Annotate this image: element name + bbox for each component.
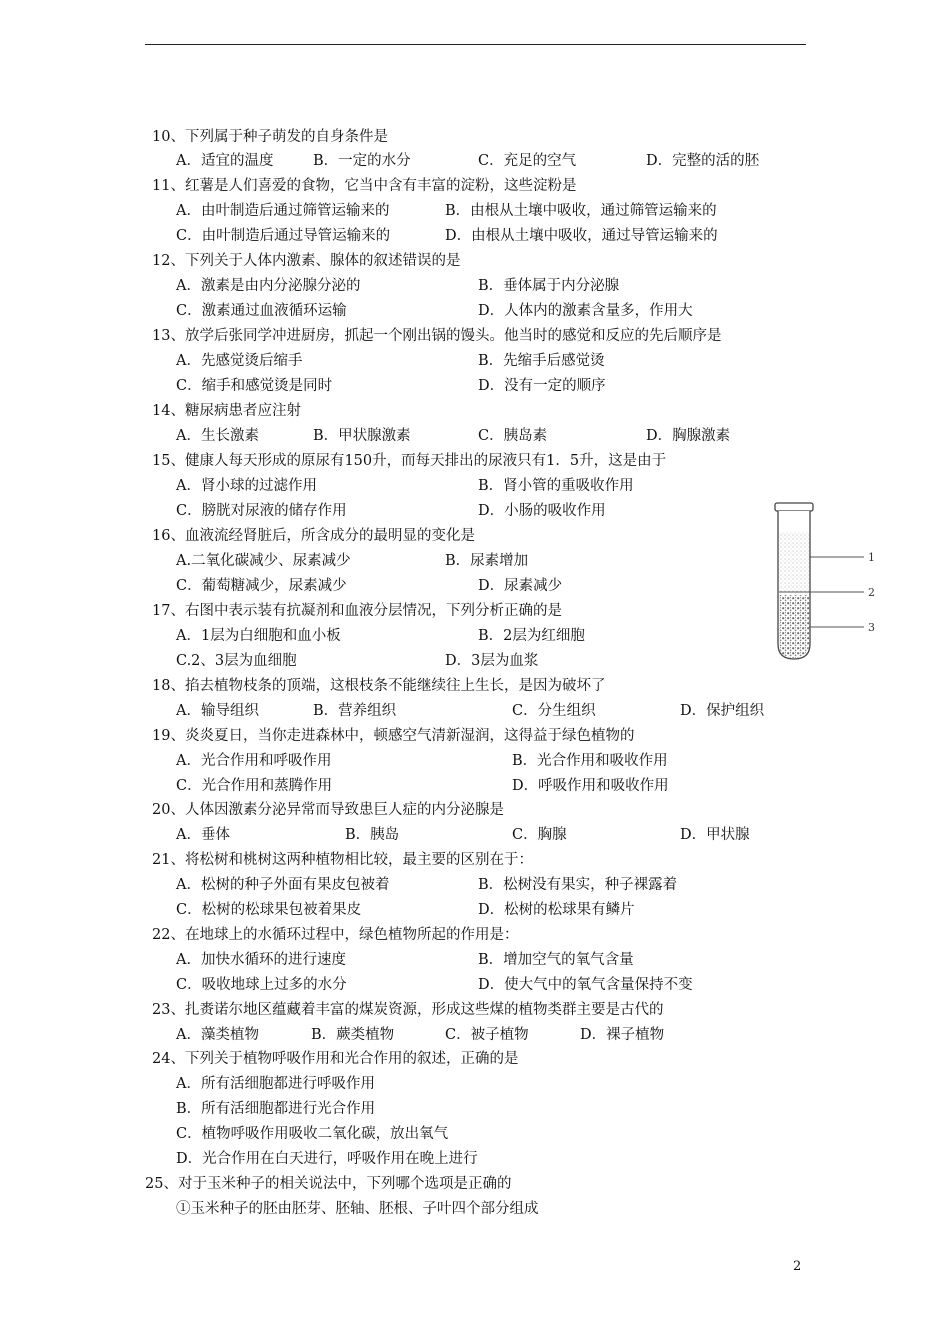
- header-rule: [145, 44, 806, 45]
- question-12-option-a: A．激素是由内分泌腺分泌的: [176, 278, 361, 294]
- question-11-option-d: D．由根从土壤中吸收，通过导管运输来的: [445, 228, 718, 244]
- question-20-option-d: D．甲状腺: [680, 827, 750, 843]
- question-16-option-b: B．尿素增加: [445, 553, 529, 569]
- question-25-stem: 25、对于玉米种子的相关说法中，下列哪个选项是正确的: [145, 1176, 512, 1192]
- question-10-stem: 10、下列属于种子萌发的自身条件是: [152, 129, 388, 145]
- question-16-option-c: C．葡萄糖减少，尿素减少: [176, 578, 347, 594]
- question-18-option-a: A．输导组织: [176, 703, 259, 719]
- question-17-option-d: D．3层为血浆: [445, 653, 539, 669]
- question-24-option-d: D．光合作用在白天进行，呼吸作用在晚上进行: [176, 1151, 478, 1167]
- question-16-stem: 16、血液流经肾脏后，所含成分的最明显的变化是: [152, 528, 475, 544]
- question-19-option-c: C．光合作用和蒸腾作用: [176, 778, 333, 794]
- question-14-option-b: B．甲状腺激素: [313, 428, 411, 444]
- question-19-option-a: A．光合作用和呼吸作用: [176, 753, 332, 769]
- page-number: 2: [793, 1259, 802, 1274]
- question-15-stem: 15、健康人每天形成的原尿有150升，而每天排出的尿液只有1．5升，这是由于: [152, 453, 667, 469]
- question-23-stem: 23、扎赉诺尔地区蕴藏着丰富的煤炭资源，形成这些煤的植物类群主要是古代的: [152, 1002, 664, 1018]
- tube-rim: [775, 503, 813, 511]
- question-17-option-a: A．1层为白细胞和血小板: [176, 628, 341, 644]
- question-17-stem: 17、右图中表示装有抗凝剂和血液分层情况，下列分析正确的是: [152, 603, 562, 619]
- test-tube-illustration: [772, 502, 882, 664]
- question-13-option-a: A．先感觉烫后缩手: [176, 353, 303, 369]
- test-tube-figure: [772, 502, 882, 664]
- question-22-option-b: B．增加空气的氧气含量: [478, 952, 634, 968]
- question-24-option-a: A．所有活细胞都进行呼吸作用: [176, 1076, 375, 1092]
- question-23-option-d: D．裸子植物: [580, 1027, 665, 1043]
- question-24-option-b: B．所有活细胞都进行光合作用: [176, 1101, 376, 1117]
- question-23-option-b: B．蕨类植物: [311, 1027, 395, 1043]
- question-20-option-c: C．胸腺: [512, 827, 567, 843]
- question-17-option-b: B．2层为红细胞: [478, 628, 585, 644]
- tube-layer-1: [779, 532, 809, 592]
- question-20-stem: 20、人体因激素分泌异常而导致患巨人症的内分泌腺是: [152, 802, 504, 818]
- question-13-option-d: D．没有一定的顺序: [478, 378, 606, 394]
- question-19-option-b: B．光合作用和吸收作用: [512, 753, 668, 769]
- question-18-stem: 18、掐去植物枝条的顶端，这根枝条不能继续往上生长，是因为破坏了: [152, 678, 606, 694]
- question-11-option-c: C．由叶制造后通过导管运输来的: [176, 228, 391, 244]
- question-10-option-d: D．完整的活的胚: [646, 153, 760, 169]
- question-10-option-a: A．适宜的温度: [176, 153, 274, 169]
- question-13-stem: 13、放学后张同学冲进厨房，抓起一个刚出锅的馒头。他当时的感觉和反应的先后顺序是: [152, 328, 722, 344]
- question-18-option-d: D．保护组织: [680, 703, 765, 719]
- question-22-option-d: D．使大气中的氧气含量保持不变: [478, 977, 693, 993]
- question-14-stem: 14、糖尿病患者应注射: [152, 403, 301, 419]
- question-23-option-a: A．藻类植物: [176, 1027, 259, 1043]
- question-21-stem: 21、将松树和桃树这两种植物相比较，最主要的区别在于：: [152, 852, 533, 868]
- question-15-option-a: A．肾小球的过滤作用: [176, 478, 317, 494]
- question-23-option-c: C．被子植物: [445, 1027, 529, 1043]
- question-10-option-b: B．一定的水分: [313, 153, 411, 169]
- figure-label-2: 2: [868, 586, 875, 599]
- question-11-option-b: B．由根从土壤中吸收，通过筛管运输来的: [445, 203, 717, 219]
- question-12-option-d: D．人体内的激素含量多，作用大: [478, 303, 693, 319]
- question-21-option-b: B．松树没有果实，种子裸露着: [478, 877, 678, 893]
- question-21-option-d: D．松树的松球果有鳞片: [478, 902, 635, 918]
- question-20-option-a: A．垂体: [176, 827, 230, 843]
- question-12-stem: 12、下列关于人体内激素、腺体的叙述错误的是: [152, 253, 461, 269]
- question-14-option-a: A．生长激素: [176, 428, 259, 444]
- question-20-option-b: B．胰岛: [345, 827, 400, 843]
- question-12-option-b: B．垂体属于内分泌腺: [478, 278, 620, 294]
- question-24-option-c: C．植物呼吸作用吸收二氧化碳，放出氧气: [176, 1126, 449, 1142]
- figure-label-3: 3: [868, 621, 875, 634]
- question-21-option-a: A．松树的种子外面有果皮包被着: [176, 877, 390, 893]
- question-24-stem: 24、下列关于植物呼吸作用和光合作用的叙述，正确的是: [152, 1051, 519, 1067]
- question-18-option-b: B．营养组织: [313, 703, 397, 719]
- question-12-option-c: C．激素通过血液循环运输: [176, 303, 347, 319]
- question-17-option-c: C.2、3层为血细胞: [176, 653, 297, 669]
- question-22-option-a: A．加快水循环的进行速度: [176, 952, 346, 968]
- question-15-option-d: D．小肠的吸收作用: [478, 503, 606, 519]
- figure-label-1: 1: [868, 551, 875, 564]
- question-11-option-a: A．由叶制造后通过筛管运输来的: [176, 203, 390, 219]
- question-14-option-d: D．胸腺激素: [646, 428, 731, 444]
- question-15-option-c: C．膀胱对尿液的储存作用: [176, 503, 347, 519]
- question-16-option-d: D．尿素减少: [478, 578, 563, 594]
- question-13-option-b: B．先缩手后感觉烫: [478, 353, 605, 369]
- question-16-option-a: A.二氧化碳减少、尿素减少: [176, 553, 351, 569]
- question-21-option-c: C．松树的松球果包被着果皮: [176, 902, 362, 918]
- question-19-option-d: D．呼吸作用和吸收作用: [512, 778, 669, 794]
- question-22-stem: 22、在地球上的水循环过程中，绿色植物所起的作用是：: [152, 927, 519, 943]
- question-13-option-c: C．缩手和感觉烫是同时: [176, 378, 333, 394]
- question-14-option-c: C．胰岛素: [478, 428, 548, 444]
- tube-layer-3: [779, 595, 809, 658]
- question-19-stem: 19、炎炎夏日，当你走进森林中，顿感空气清新湿润，这得益于绿色植物的: [152, 728, 635, 744]
- question-18-option-c: C．分生组织: [512, 703, 596, 719]
- question-11-stem: 11、红薯是人们喜爱的食物，它当中含有丰富的淀粉，这些淀粉是: [152, 178, 577, 194]
- question-25-statement-1: ①玉米种子的胚由胚芽、胚轴、胚根、子叶四个部分组成: [176, 1201, 539, 1217]
- question-15-option-b: B．肾小管的重吸收作用: [478, 478, 634, 494]
- question-22-option-c: C．吸收地球上过多的水分: [176, 977, 347, 993]
- question-10-option-c: C．充足的空气: [478, 153, 577, 169]
